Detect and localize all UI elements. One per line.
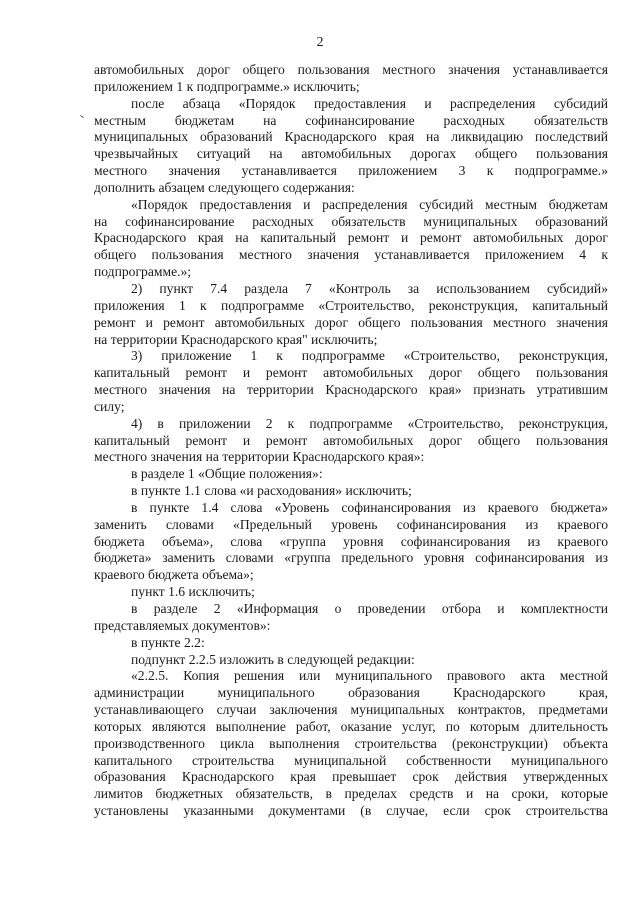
text-line: в пункте 1.4 слова «Уровень софинансирования из краевого бюджета»	[131, 499, 608, 515]
text-line: лимитов бюджетных обязательств, в пределах средств и на сроки, которые	[94, 786, 608, 802]
text-line: автомобильных дорог общего пользования местного значения устанавливается	[94, 62, 608, 77]
text-line: в пункте 2.2:	[131, 634, 205, 650]
text-line: местного значения на территории Краснодарского края»:	[94, 449, 425, 465]
text-line: на территории Краснодарского края" исключить;	[94, 331, 378, 347]
text-line: администрации муниципального образования Краснодарского края,	[94, 685, 608, 701]
text-line: местного значения на территории Краснодарского края» признать утратившим	[94, 382, 608, 398]
text-line: приложения 1 к подпрограмме «Строительство, реконструкция, капитальный	[94, 297, 608, 313]
text-line: представляемых документов»:	[94, 617, 271, 633]
text-line: капитального строительства муниципальной собственности муниципального	[94, 752, 608, 768]
text-line: капитальный ремонт и ремонт автомобильных дорог общего пользования	[94, 365, 608, 381]
text-line: общего пользования местного значения устанавливается приложением 4 к	[94, 247, 608, 263]
text-line: заменить словами «Предельный уровень софинансирования из краевого	[94, 516, 608, 532]
text-line: «Порядок предоставления и распределения субсидий местным бюджетам	[131, 196, 608, 212]
text-line: образования Краснодарского края превышает срок действия утвержденных	[94, 769, 608, 785]
text-line: после абзаца «Порядок предоставления и распределения субсидий	[131, 95, 608, 111]
text-line: дополнить абзацем следующего содержания:	[94, 179, 355, 195]
text-line: подпункт 2.2.5 изложить в следующей редакции:	[131, 651, 415, 667]
text-line: капитальный ремонт и ремонт автомобильных дорог общего пользования	[94, 432, 608, 448]
text-line: силу;	[94, 398, 125, 414]
text-line: чрезвычайных ситуаций на автомобильных дорогах общего пользования	[94, 146, 608, 162]
text-line: Краснодарского края на капитальный ремонт и ремонт автомобильных дорог	[94, 230, 608, 246]
text-line: подпрограмме.»;	[94, 264, 192, 280]
text-line: пункт 1.6 исключить;	[131, 584, 255, 600]
scan-mark	[80, 114, 85, 119]
text-line: «2.2.5. Копия решения или муниципального правового акта местной	[131, 668, 608, 684]
text-line: в пункте 1.1 слова «и расходования» исключить;	[131, 483, 412, 499]
text-line: 2) пункт 7.4 раздела 7 «Контроль за использованием субсидий»	[131, 280, 608, 296]
text-line: местного значения устанавливается приложением 3 к подпрограмме.»	[94, 163, 608, 179]
document-body	[94, 62, 608, 820]
text-line: ремонт и ремонт автомобильных дорог общего пользования местного значения	[94, 314, 608, 330]
text-line: на софинансирование расходных обязательств муниципальных образований	[94, 213, 608, 229]
text-line: 4) в приложении 2 к подпрограмме «Строительство, реконструкция,	[131, 415, 608, 431]
text-line: устанавливающего случаи заключения муниципальных контрактов, предметами	[94, 702, 608, 718]
text-line: местным бюджетам на софинансирование расходных обязательств	[94, 112, 608, 128]
text-line: краевого бюджета объема»;	[94, 567, 254, 583]
text-line: приложением 1 к подпрограмме.» исключить;	[94, 78, 360, 94]
text-line: в разделе 1 «Общие положения»:	[131, 466, 323, 482]
text-line: 3) приложение 1 к подпрограмме «Строительство, реконструкция,	[131, 348, 608, 364]
text-line: которых являются выполнение работ, оказание услуг, по которым длительность	[94, 718, 608, 734]
text-line: бюджета объема», слова «группа уровня софинансирования из краевого	[94, 533, 608, 549]
text-line: муниципальных образований Краснодарского края на ликвидацию последствий	[94, 129, 608, 145]
text-line: в разделе 2 «Информация о проведении отбора и комплектности	[131, 601, 608, 616]
text-line: установлены указанными документами (в случае, если срок строительства	[94, 803, 608, 819]
text-line: бюджета» заменить словами «группа предельного уровня софинансирования из	[94, 550, 608, 566]
text-line: производственного цикла выполнения строительства (реконструкции) объекта	[94, 735, 608, 751]
page-number: 2	[316, 35, 324, 50]
